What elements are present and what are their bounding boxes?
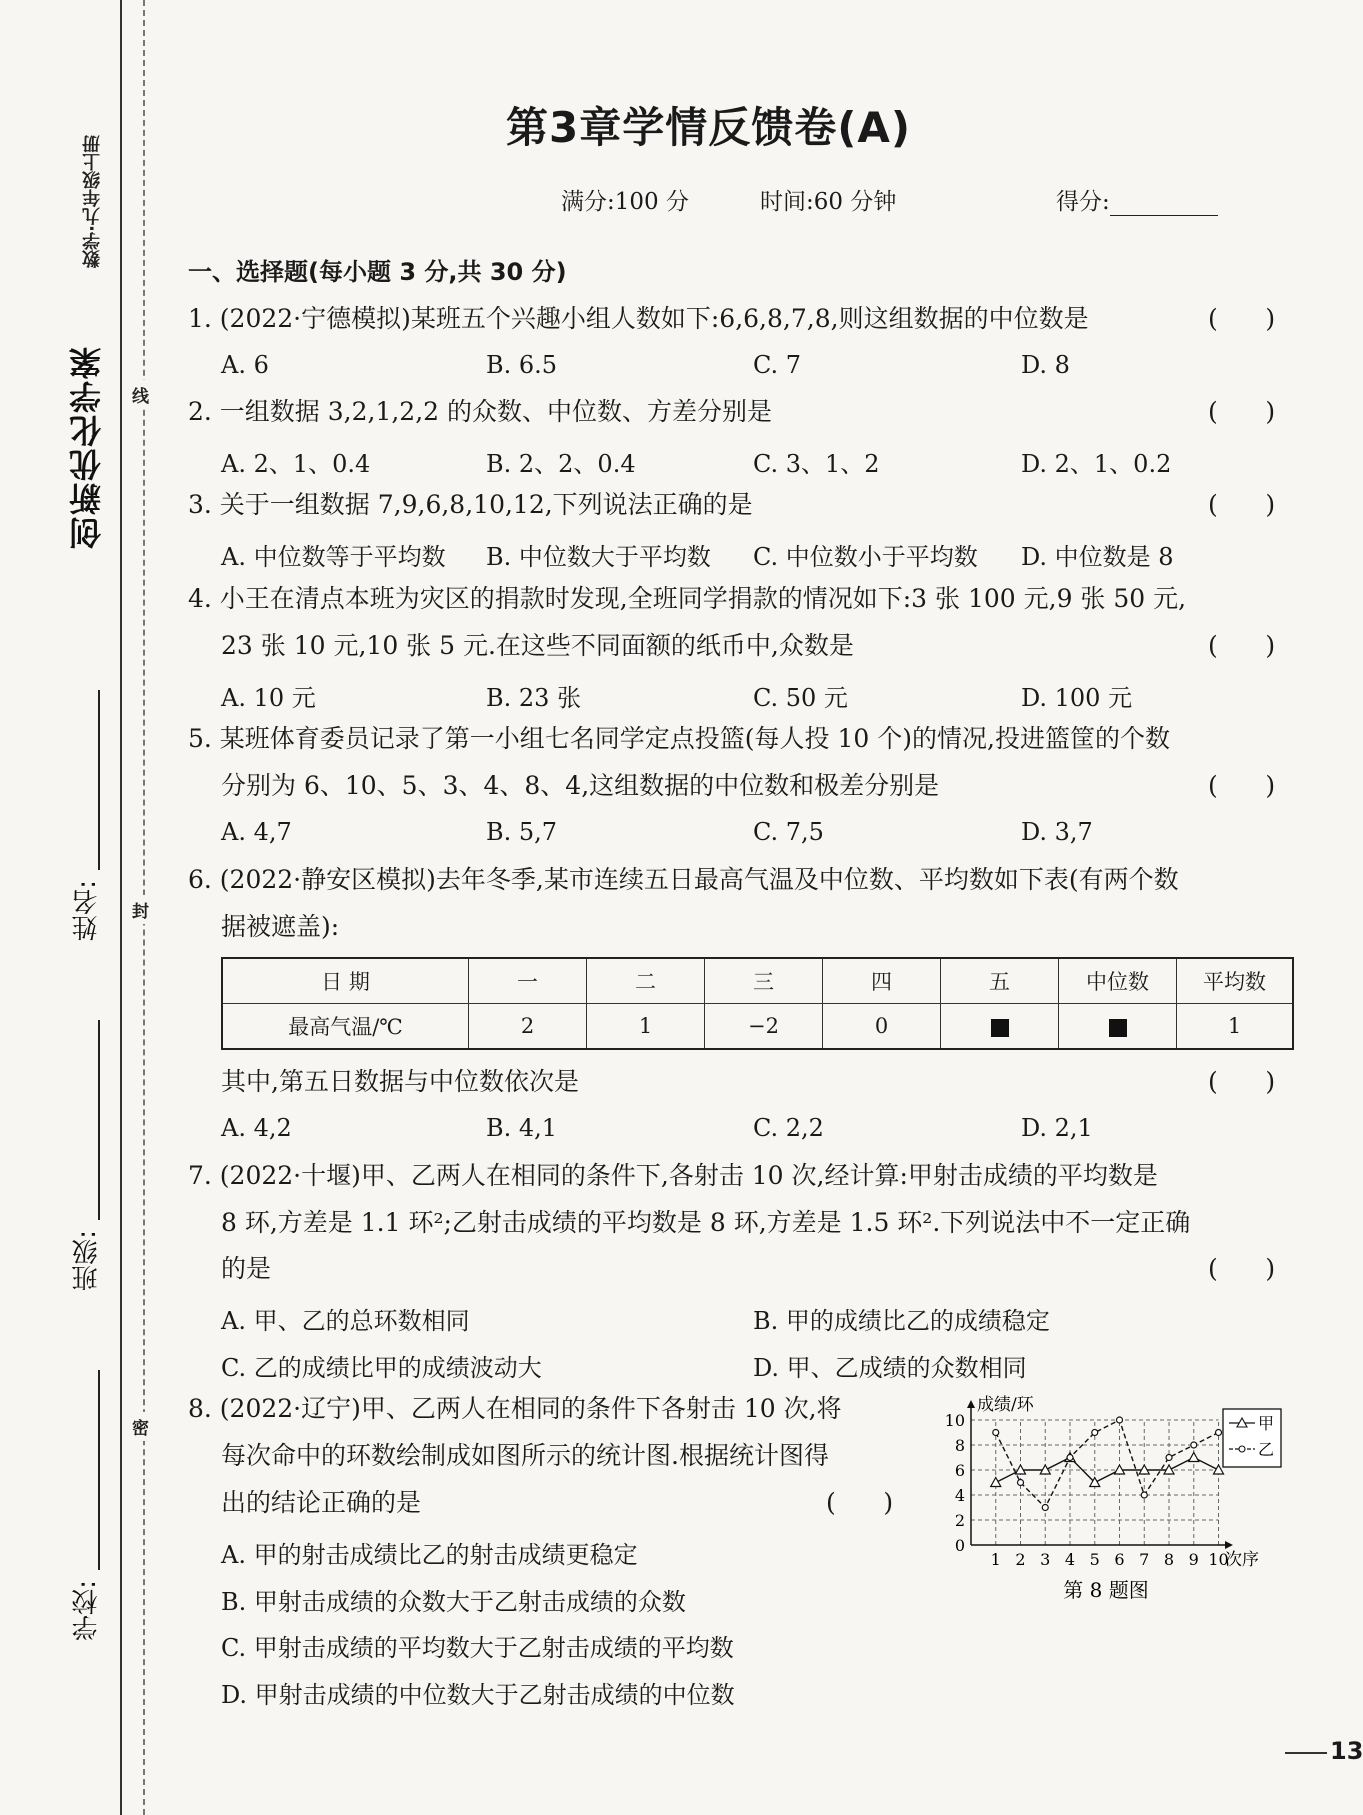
score-field[interactable]	[1056, 183, 1218, 216]
table-cell: −2	[705, 1004, 823, 1050]
q8-option-b[interactable]: B. 甲射击成绩的众数大于乙射击成绩的众数	[221, 1588, 686, 1616]
cut-mark-secret: 密	[132, 1412, 149, 1441]
x-tick-label: 6	[1114, 1550, 1125, 1569]
q4-stem-2: 23 张 10 元,10 张 5 元.在这些不同面额的纸币中,众数是	[221, 631, 854, 660]
q1-option-c[interactable]: C. 7	[753, 351, 802, 379]
q4-option-c[interactable]: C. 50 元	[753, 684, 848, 712]
data-point-yi	[1042, 1505, 1048, 1511]
q5-option-b[interactable]: B. 5,7	[486, 818, 558, 846]
q8-stem: 8. (2022·辽宁)甲、乙两人在相同的条件下各射击 10 次,将	[188, 1394, 842, 1423]
q7-stem: 7. (2022·十堰)甲、乙两人在相同的条件下,各射击 10 次,经计算:甲射击成绩的平均数是	[188, 1161, 1158, 1190]
table-header-cell: 中位数	[1059, 958, 1177, 1004]
q8-option-c[interactable]: C. 甲射击成绩的平均数大于乙射击成绩的平均数	[221, 1634, 734, 1662]
data-point-jia	[1214, 1465, 1224, 1474]
q8-option-a[interactable]: A. 甲的射击成绩比乙的射击成绩更稳定	[221, 1541, 638, 1569]
q1-option-b[interactable]: B. 6.5	[486, 351, 558, 379]
table-cell	[1059, 1004, 1177, 1050]
school-label: 学校:	[72, 1580, 102, 1641]
class-label: 班级:	[72, 1230, 102, 1291]
q1-answer-slot[interactable]: ( )	[1208, 304, 1276, 333]
section-heading: 一、选择题(每小题 3 分,共 30 分)	[188, 258, 567, 286]
data-point-yi	[1191, 1442, 1197, 1448]
q1-option-d[interactable]: D. 8	[1021, 351, 1070, 379]
q5-stem-2: 分别为 6、10、5、3、4、8、4,这组数据的中位数和极差分别是	[221, 771, 940, 800]
page-number: 13	[1330, 1737, 1363, 1765]
q1-option-a[interactable]: A. 6	[221, 351, 269, 379]
q6-stem: 6. (2022·静安区模拟)去年冬季,某市连续五日最高气温及中位数、平均数如下表(有两个数	[188, 865, 1179, 894]
name-label: 姓名:	[72, 880, 102, 941]
q2-option-b[interactable]: B. 2、2、0.4	[486, 450, 636, 478]
score-label: 得分:	[1056, 189, 1110, 215]
x-tick-label: 2	[1015, 1550, 1026, 1569]
page-number-dash	[1285, 1752, 1327, 1754]
table-row	[222, 1004, 1293, 1050]
data-point-yi	[1141, 1492, 1147, 1498]
y-axis-arrow	[967, 1400, 975, 1408]
data-point-jia	[991, 1478, 1001, 1487]
x-tick-label: 7	[1139, 1550, 1150, 1569]
q2-option-a[interactable]: A. 2、1、0.4	[221, 450, 371, 478]
data-point-yi	[1117, 1417, 1123, 1423]
table-header-row	[222, 958, 1293, 1004]
table-cell: 1	[1177, 1004, 1294, 1050]
q4-answer-slot[interactable]: ( )	[1208, 631, 1276, 660]
q7-option-a[interactable]: A. 甲、乙的总环数相同	[221, 1307, 470, 1335]
x-tick-label: 1	[990, 1550, 1001, 1569]
name-blank[interactable]	[98, 690, 100, 870]
q3-option-d[interactable]: D. 中位数是 8	[1021, 543, 1174, 571]
q6-option-a[interactable]: A. 4,2	[221, 1114, 292, 1142]
temperature-table	[221, 957, 1294, 1050]
cut-mark-seal: 封	[132, 895, 149, 924]
q2-stem: 2. 一组数据 3,2,1,2,2 的众数、中位数、方差分别是	[188, 397, 773, 426]
q5-option-a[interactable]: A. 4,7	[221, 818, 292, 846]
y-axis-label: 成绩/环	[977, 1395, 1034, 1415]
q7-stem-3: 的是	[221, 1254, 272, 1283]
table-cell: 最高气温/℃	[222, 1004, 469, 1050]
table-header-cell: 平均数	[1177, 958, 1294, 1004]
full-score: 满分:100 分	[561, 189, 689, 215]
legend-marker-yi	[1239, 1446, 1245, 1452]
x-tick-label: 8	[1163, 1550, 1175, 1569]
x-tick-label: 3	[1040, 1550, 1051, 1569]
q7-option-d[interactable]: D. 甲、乙成绩的众数相同	[753, 1354, 1027, 1382]
q5-answer-slot[interactable]: ( )	[1208, 771, 1276, 800]
q7-option-c[interactable]: C. 乙的成绩比甲的成绩波动大	[221, 1354, 542, 1382]
table-header-cell: 四	[823, 958, 941, 1004]
score-blank[interactable]	[1110, 193, 1218, 216]
table-cell: 2	[469, 1004, 587, 1050]
q1-stem: 1. (2022·宁德模拟)某班五个兴趣小组人数如下:6,6,8,7,8,则这组数据的中位数是	[188, 304, 1089, 333]
y-tick-label: 2	[954, 1511, 965, 1530]
data-point-yi	[993, 1430, 999, 1436]
q7-option-b[interactable]: B. 甲的成绩比乙的成绩稳定	[753, 1307, 1050, 1335]
q4-option-b[interactable]: B. 23 张	[486, 684, 582, 712]
legend-label-jia: 甲	[1258, 1414, 1275, 1433]
book-brand: 创新优化学案	[68, 345, 106, 549]
y-tick-label: 6	[954, 1461, 965, 1480]
q3-option-c[interactable]: C. 中位数小于平均数	[753, 543, 978, 571]
class-blank[interactable]	[98, 1020, 100, 1220]
table-cell	[941, 1004, 1059, 1050]
margin-solid-line	[120, 0, 122, 1815]
q2-answer-slot[interactable]: ( )	[1208, 397, 1276, 426]
x-tick-label: 5	[1089, 1550, 1100, 1569]
masked-value-block	[991, 1019, 1009, 1037]
q7-answer-slot[interactable]: ( )	[1208, 1254, 1276, 1283]
q5-option-d[interactable]: D. 3,7	[1021, 818, 1093, 846]
page-title: 第3章学情反馈卷(A)	[506, 103, 912, 152]
q6-option-d[interactable]: D. 2,1	[1021, 1114, 1093, 1142]
table-cell: 1	[587, 1004, 705, 1050]
q8-stem-2: 每次命中的环数绘制成如图所示的统计图.根据统计图得	[221, 1441, 829, 1470]
y-tick-label: 4	[954, 1486, 965, 1505]
table-header-cell: 一	[469, 958, 587, 1004]
q8-stem-3: 出的结论正确的是	[221, 1488, 422, 1517]
q6-stem-3: 其中,第五日数据与中位数依次是	[221, 1067, 579, 1096]
q3-option-a[interactable]: A. 中位数等于平均数	[221, 543, 446, 571]
data-point-yi	[1018, 1480, 1024, 1486]
q3-answer-slot[interactable]: ( )	[1208, 490, 1276, 519]
data-point-jia	[1189, 1453, 1199, 1462]
q2-option-c[interactable]: C. 3、1、2	[753, 450, 880, 478]
table-header-cell: 日 期	[222, 958, 469, 1004]
q6-answer-slot[interactable]: ( )	[1208, 1067, 1276, 1096]
x-tick-label: 10	[1208, 1550, 1229, 1569]
q4-option-a[interactable]: A. 10 元	[221, 684, 316, 712]
chart-caption: 第 8 题图	[1063, 1578, 1149, 1602]
table-header-cell: 二	[587, 958, 705, 1004]
data-point-yi	[1092, 1430, 1098, 1436]
x-tick-label: 4	[1064, 1550, 1076, 1569]
q2-option-d[interactable]: D. 2、1、0.2	[1021, 450, 1172, 478]
q8-line-chart	[931, 1395, 1281, 1625]
q8-option-d[interactable]: D. 甲射击成绩的中位数大于乙射击成绩的中位数	[221, 1681, 735, 1709]
x-tick-label: 9	[1188, 1550, 1199, 1569]
masked-value-block	[1109, 1019, 1127, 1037]
data-point-yi	[1216, 1430, 1222, 1436]
book-subtitle: 数学·九年级上册	[82, 135, 103, 268]
table-header-cell: 五	[941, 958, 1059, 1004]
y-tick-label: 10	[944, 1411, 965, 1430]
q6-option-c[interactable]: C. 2,2	[753, 1114, 824, 1142]
x-axis-arrow	[1225, 1541, 1233, 1549]
data-point-yi	[1067, 1455, 1073, 1461]
q5-option-c[interactable]: C. 7,5	[753, 818, 824, 846]
q6-option-b[interactable]: B. 4,1	[486, 1114, 558, 1142]
q6-stem-2: 据被遮盖):	[221, 912, 340, 941]
exam-time: 时间:60 分钟	[760, 189, 897, 215]
data-point-yi	[1166, 1455, 1172, 1461]
q3-option-b[interactable]: B. 中位数大于平均数	[486, 543, 711, 571]
cut-mark-line: 线	[132, 380, 149, 409]
school-blank[interactable]	[98, 1370, 100, 1570]
y-tick-label: 8	[954, 1436, 965, 1455]
q8-answer-slot[interactable]: ( )	[826, 1488, 894, 1517]
q7-stem-2: 8 环,方差是 1.1 环²;乙射击成绩的平均数是 8 环,方差是 1.5 环².下列说法中不一定正确	[221, 1208, 1191, 1237]
q5-stem: 5. 某班体育委员记录了第一小组七名同学定点投篮(每人投 10 个)的情况,投进篮筐的个数	[188, 724, 1170, 753]
series-line-yi	[996, 1420, 1219, 1508]
y-tick-label: 0	[954, 1536, 965, 1555]
q4-option-d[interactable]: D. 100 元	[1021, 684, 1133, 712]
table-header-cell: 三	[705, 958, 823, 1004]
q4-stem: 4. 小王在清点本班为灾区的捐款时发现,全班同学捐款的情况如下:3 张 100 元,9 张 50 元,	[188, 584, 1187, 613]
binding-margin	[0, 0, 160, 1815]
x-axis-label: 次序	[1225, 1550, 1259, 1570]
table-cell: 0	[823, 1004, 941, 1050]
legend-label-yi: 乙	[1258, 1440, 1275, 1459]
q3-stem: 3. 关于一组数据 7,9,6,8,10,12,下列说法正确的是	[188, 490, 753, 519]
